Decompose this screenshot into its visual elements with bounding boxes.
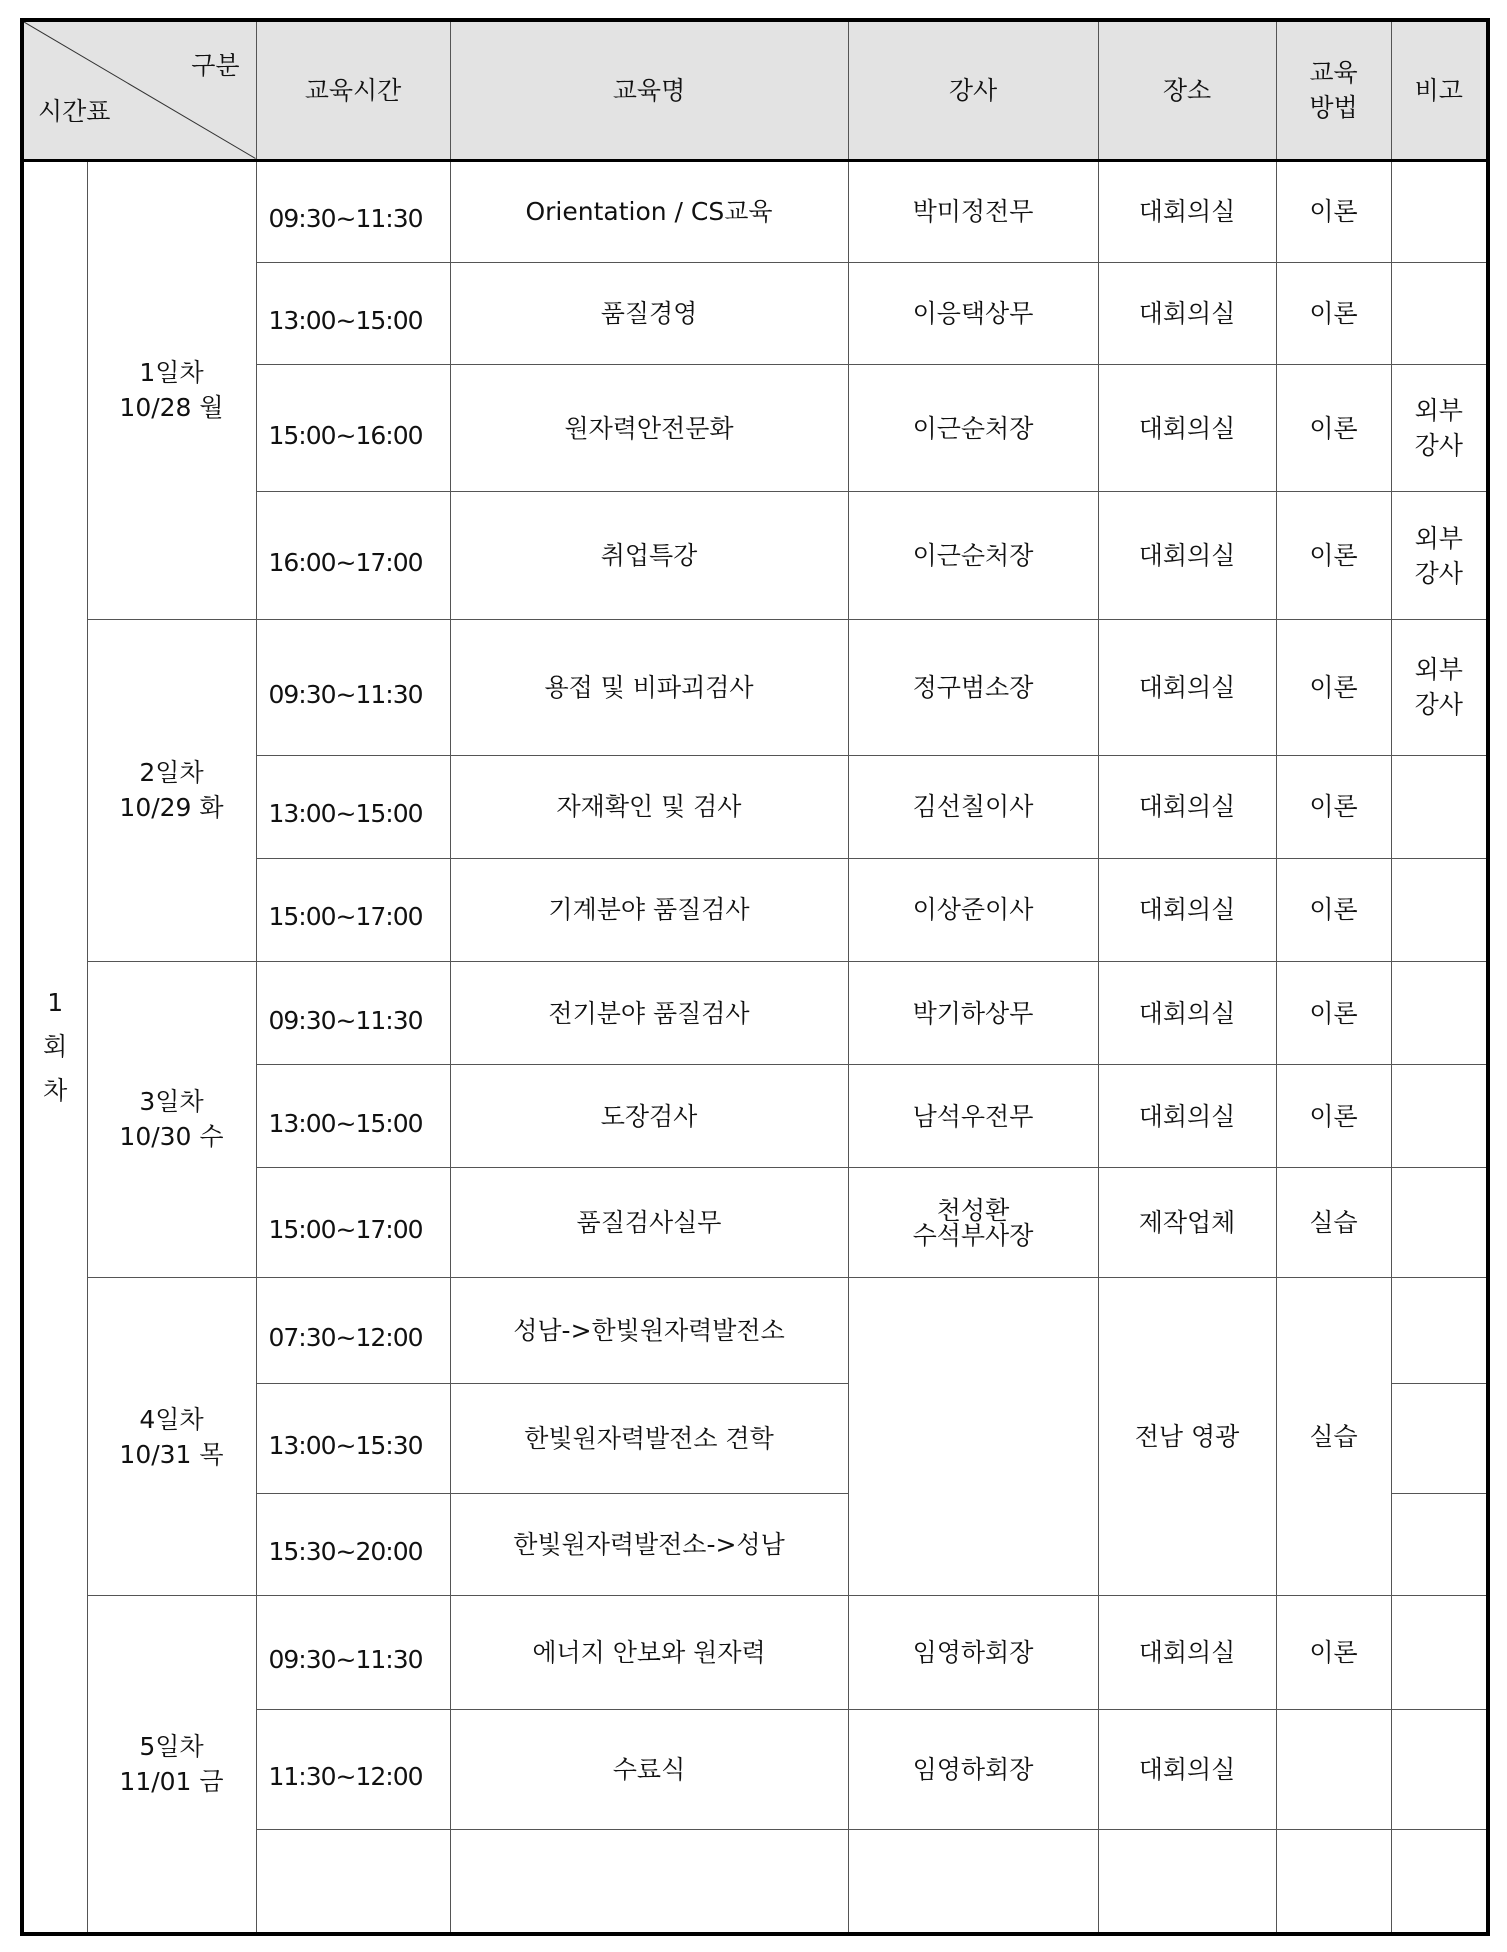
note-cell: [1391, 1065, 1488, 1168]
table-row: [22, 1277, 1488, 1383]
header-title: 교육명: [450, 20, 848, 160]
place-cell: 대회의실: [1098, 364, 1276, 492]
course-cell: 품질경영: [450, 262, 848, 364]
time-cell: 09:30~11:30: [256, 1596, 450, 1709]
header-time: 교육시간: [256, 20, 450, 160]
lecturer-cell: 박기하상무: [848, 961, 1098, 1064]
time-cell: 11:30~12:00: [256, 1709, 450, 1829]
course-cell: 용접 및 비파괴검사: [450, 619, 848, 755]
day-label: [87, 160, 256, 619]
time-cell: [256, 1830, 450, 1934]
lecturer-cell: [848, 1830, 1098, 1934]
table-row: [22, 160, 1488, 262]
method-cell: 이론: [1276, 1065, 1391, 1168]
course-cell: [450, 1830, 848, 1934]
place-cell: [1098, 1830, 1276, 1934]
lecturer-cell: [848, 1277, 1098, 1596]
method-cell: 실습: [1276, 1168, 1391, 1277]
place-cell: 대회의실: [1098, 262, 1276, 364]
lecturer-cell: 이근순처장: [848, 364, 1098, 492]
lecturer-cell: 김선칠이사: [848, 755, 1098, 858]
day-date: 11/01 금: [119, 1767, 224, 1797]
course-cell: Orientation / CS교육: [450, 160, 848, 262]
lecturer-cell: 임영하회장: [848, 1596, 1098, 1709]
method-cell: 이론: [1276, 961, 1391, 1064]
note-cell: [1391, 961, 1488, 1064]
day-date: 10/29 화: [119, 793, 224, 823]
place-cell: 대회의실: [1098, 858, 1276, 961]
round-char: 1: [47, 988, 64, 1018]
method-cell: 이론: [1276, 262, 1391, 364]
round-label: [22, 160, 87, 1934]
time-cell: 13:00~15:30: [256, 1383, 450, 1493]
day-date: 10/30 수: [119, 1122, 224, 1152]
place-cell: 대회의실: [1098, 1709, 1276, 1829]
lecturer-cell: 이응택상무: [848, 262, 1098, 364]
round-char: 회: [43, 1031, 68, 1061]
header-row: [22, 20, 1488, 160]
place-cell: 전남 영광: [1098, 1277, 1276, 1596]
course-cell: 한빛원자력발전소->성남: [450, 1494, 848, 1596]
table-row: [22, 1596, 1488, 1709]
lecturer-cell: 정구범소장: [848, 619, 1098, 755]
time-cell: 09:30~11:30: [256, 961, 450, 1064]
place-cell: 대회의실: [1098, 492, 1276, 620]
day-label: [87, 1596, 256, 1934]
note-cell: [1391, 1277, 1488, 1383]
day-date: 10/31 목: [119, 1439, 224, 1469]
header-method: [1276, 20, 1391, 160]
time-cell: 16:00~17:00: [256, 492, 450, 620]
lecturer-cell: 박미정전무: [848, 160, 1098, 262]
day-label: [87, 619, 256, 961]
header-category: 구분: [191, 51, 240, 80]
course-cell: 원자력안전문화: [450, 364, 848, 492]
day-date: 10/28 월: [119, 393, 224, 423]
course-cell: 취업특강: [450, 492, 848, 620]
method-cell: 실습: [1276, 1277, 1391, 1596]
header-lecturer: 강사: [848, 20, 1098, 160]
table-row: [22, 961, 1488, 1064]
note-cell: 외부 강사: [1391, 492, 1488, 620]
course-cell: 도장검사: [450, 1065, 848, 1168]
note-cell: [1391, 1830, 1488, 1934]
note-cell: [1391, 1383, 1488, 1493]
note-cell: [1391, 1168, 1488, 1277]
day-number: 2일차: [139, 758, 204, 788]
course-cell: 한빛원자력발전소 견학: [450, 1383, 848, 1493]
lecturer-cell: 이상준이사: [848, 858, 1098, 961]
course-cell: 전기분야 품질검사: [450, 961, 848, 1064]
time-cell: 15:00~17:00: [256, 858, 450, 961]
time-cell: 15:00~16:00: [256, 364, 450, 492]
header-method-line1: 교육: [1309, 58, 1358, 88]
place-cell: 대회의실: [1098, 619, 1276, 755]
round-char: 차: [43, 1075, 68, 1105]
course-cell: 품질검사실무: [450, 1168, 848, 1277]
time-cell: 09:30~11:30: [256, 619, 450, 755]
day-label: [87, 961, 256, 1277]
table-row: [22, 619, 1488, 755]
note-cell: 외부 강사: [1391, 364, 1488, 492]
course-cell: 수료식: [450, 1709, 848, 1829]
place-cell: 제작업체: [1098, 1168, 1276, 1277]
day-number: 4일차: [139, 1404, 204, 1434]
method-cell: 이론: [1276, 160, 1391, 262]
note-cell: [1391, 1596, 1488, 1709]
place-cell: 대회의실: [1098, 160, 1276, 262]
method-cell: 이론: [1276, 1596, 1391, 1709]
method-cell: 이론: [1276, 364, 1391, 492]
time-cell: 15:00~17:00: [256, 1168, 450, 1277]
lecturer-cell: 남석우전무: [848, 1065, 1098, 1168]
day-label: [87, 1277, 256, 1596]
header-timetable: 시간표: [38, 96, 111, 126]
method-cell: 이론: [1276, 492, 1391, 620]
schedule-table: [20, 18, 1490, 1936]
note-cell: [1391, 262, 1488, 364]
method-cell: [1276, 1709, 1391, 1829]
header-note: 비고: [1391, 20, 1488, 160]
time-cell: 15:30~20:00: [256, 1494, 450, 1596]
place-cell: 대회의실: [1098, 961, 1276, 1064]
lecturer-cell: 임영하회장: [848, 1709, 1098, 1829]
note-cell: [1391, 755, 1488, 858]
method-cell: 이론: [1276, 858, 1391, 961]
day-number: 1일차: [139, 358, 204, 388]
header-method-line2: 방법: [1309, 93, 1358, 123]
course-cell: 기계분야 품질검사: [450, 858, 848, 961]
place-cell: 대회의실: [1098, 1596, 1276, 1709]
note-cell: [1391, 858, 1488, 961]
header-place: 장소: [1098, 20, 1276, 160]
diagonal-line: [24, 22, 256, 159]
note-cell: [1391, 160, 1488, 262]
time-cell: 13:00~15:00: [256, 1065, 450, 1168]
time-cell: 13:00~15:00: [256, 262, 450, 364]
course-cell: 성남->한빛원자력발전소: [450, 1277, 848, 1383]
method-cell: [1276, 1830, 1391, 1934]
time-cell: 09:30~11:30: [256, 160, 450, 262]
course-cell: 자재확인 및 검사: [450, 755, 848, 858]
day-number: 3일차: [139, 1087, 204, 1117]
note-cell: [1391, 1709, 1488, 1829]
header-diagonal-cell: [22, 20, 256, 160]
lecturer-cell: 이근순처장: [848, 492, 1098, 620]
time-cell: 07:30~12:00: [256, 1277, 450, 1383]
place-cell: 대회의실: [1098, 755, 1276, 858]
method-cell: 이론: [1276, 755, 1391, 858]
method-cell: 이론: [1276, 619, 1391, 755]
lecturer-cell: 천성환 수석부사장: [848, 1168, 1098, 1277]
note-cell: 외부 강사: [1391, 619, 1488, 755]
note-cell: [1391, 1494, 1488, 1596]
place-cell: 대회의실: [1098, 1065, 1276, 1168]
time-cell: 13:00~15:00: [256, 755, 450, 858]
day-number: 5일차: [139, 1732, 204, 1762]
course-cell: 에너지 안보와 원자력: [450, 1596, 848, 1709]
